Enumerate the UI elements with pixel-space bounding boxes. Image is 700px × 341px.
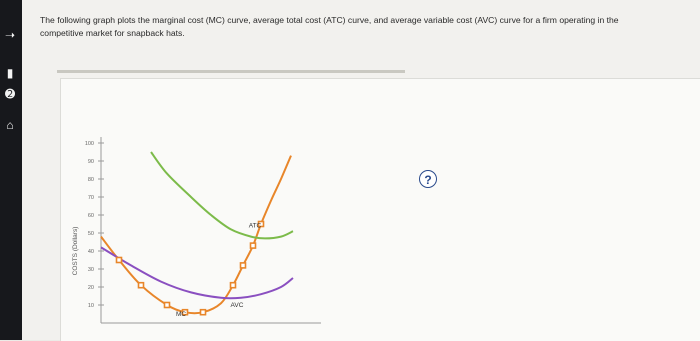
y-tick-label: 30 — [87, 267, 94, 273]
cost-curves-chart[interactable] — [61, 79, 700, 341]
y-tick-label: 50 — [87, 231, 94, 237]
mc-point — [139, 283, 144, 288]
help-icon[interactable]: ? — [419, 170, 437, 188]
bookmark-icon[interactable]: ▮ — [6, 66, 14, 80]
y-tick-label: 80 — [87, 177, 94, 183]
y-tick-label: 20 — [87, 285, 94, 291]
divider — [57, 70, 405, 73]
mc-point — [231, 283, 236, 288]
book-icon[interactable]: ⌂ — [6, 118, 14, 132]
y-tick-label: 40 — [87, 249, 94, 255]
graph-panel — [60, 78, 700, 341]
question-text: The following graph plots the marginal cost (MC) curve, average total cost (ATC) curve, and average variable cost (AVC) curve for a firm operating in the competitive market for snapback hats. — [40, 15, 619, 38]
y-axis-label: COSTS (Dollars) — [72, 226, 79, 276]
y-tick-label: 60 — [87, 213, 94, 219]
avc-label: AVC — [230, 301, 244, 309]
atc-curve — [151, 152, 293, 238]
y-tick-label: 100 — [84, 141, 94, 147]
left-rail — [0, 0, 22, 340]
y-tick-label: 10 — [87, 303, 94, 309]
arrow-icon[interactable]: ➝ — [4, 28, 16, 42]
y-tick-label: 70 — [87, 195, 94, 201]
mc-curve — [101, 156, 291, 314]
mc-point — [201, 310, 206, 315]
y-tick-label: 90 — [87, 159, 94, 165]
atc-label: ATC — [248, 222, 262, 230]
mc-point — [117, 258, 122, 263]
circle-arrow-icon[interactable]: ➋ — [4, 87, 16, 101]
mc-point — [251, 243, 256, 248]
mc-point — [165, 303, 170, 308]
mc-point — [241, 263, 246, 268]
content-area — [22, 0, 700, 340]
mc-label: MC — [175, 310, 187, 318]
